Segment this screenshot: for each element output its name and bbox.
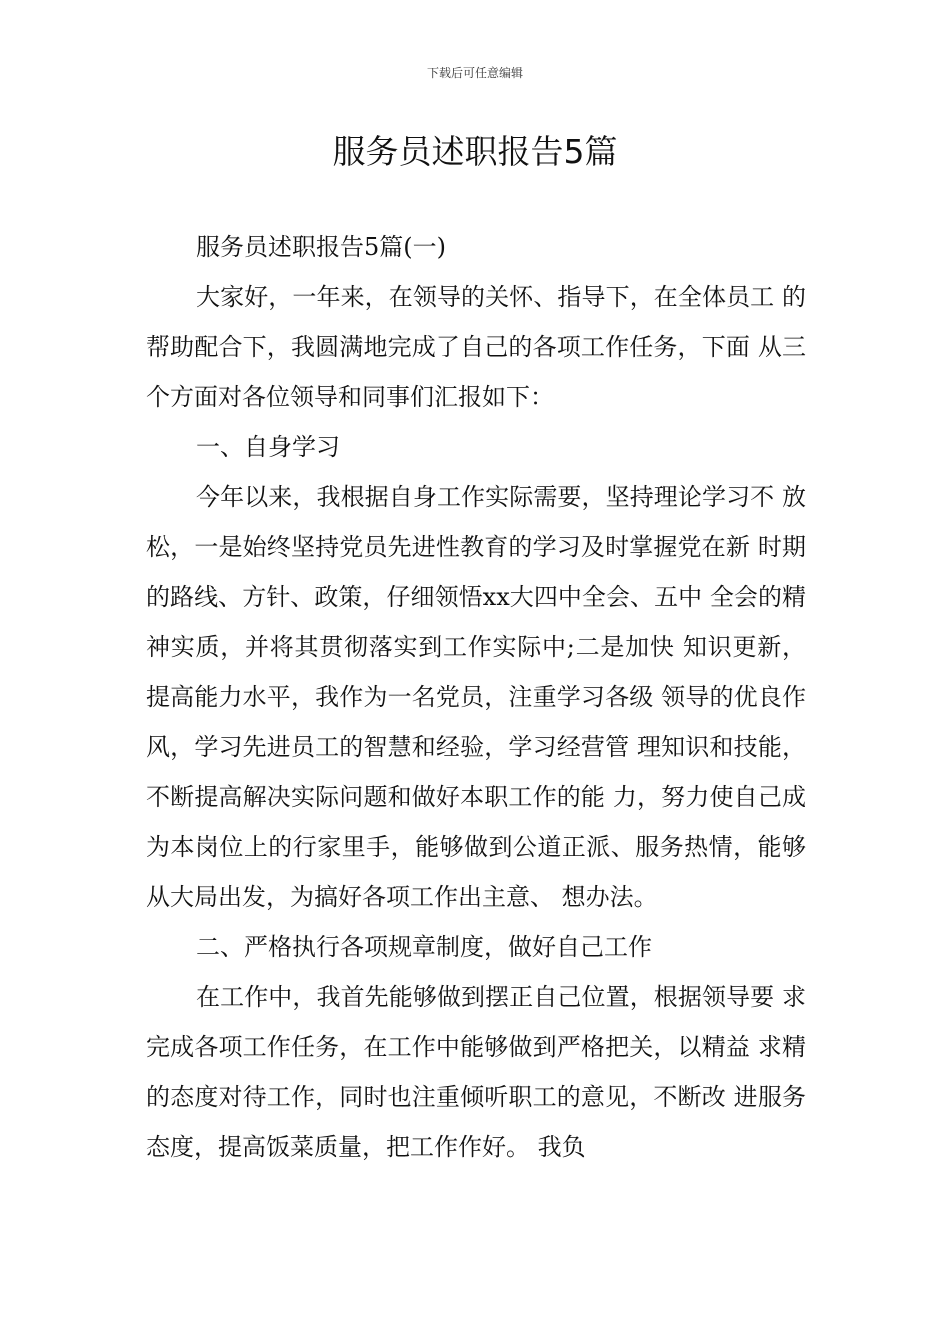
document-body	[146, 222, 806, 1172]
header-note: 下载后可任意编辑	[426, 66, 523, 80]
document-title: 服务员述职报告5篇	[332, 132, 618, 171]
work-paragraph: 在工作中，我首先能够做到摆正自己位置，根据领导要 求完成各项工作任务，在工作中能够做到严格把关，以精益 求精的态度对待工作，同时也注重倾听职工的意见，不断改 进服务态度，提高饭菜质量，把工作作好。 我负	[146, 983, 806, 1161]
greeting-paragraph: 大家好，一年来，在领导的关怀、指导下，在全体员工 的帮助配合下，我圆满地完成了自己的各项工作任务，下面 从三个方面对各位领导和同事们汇报如下：	[146, 283, 806, 411]
section-heading-2: 二、严格执行各项规章制度，做好自己工作	[196, 933, 652, 961]
subtitle-paragraph: 服务员述职报告5篇(一)	[196, 233, 446, 261]
study-paragraph: 今年以来，我根据自身工作实际需要，坚持理论学习不 放松，一是始终坚持党员先进性教育的学习及时掌握党在新 时期的路线、方针、政策，仔细领悟xx大四中全会、五中 全会的精神实质，并将其贯彻落实到工作实际中;二是加快 知识更新，提高能力水平，我作为一名党员，注重学习各级 领导的优良作风，学习先进员工的智慧和经验，学习经营管 理知识和技能，不断提高解决实际问题和做好本职工作的能 力，努力使自己成为本岗位上的行家里手，能够做到公道正派、服务热情，能够从大局出发，为搞好各项工作出主意、 想办法。	[146, 483, 806, 911]
section-heading-1: 一、自身学习	[196, 433, 340, 461]
